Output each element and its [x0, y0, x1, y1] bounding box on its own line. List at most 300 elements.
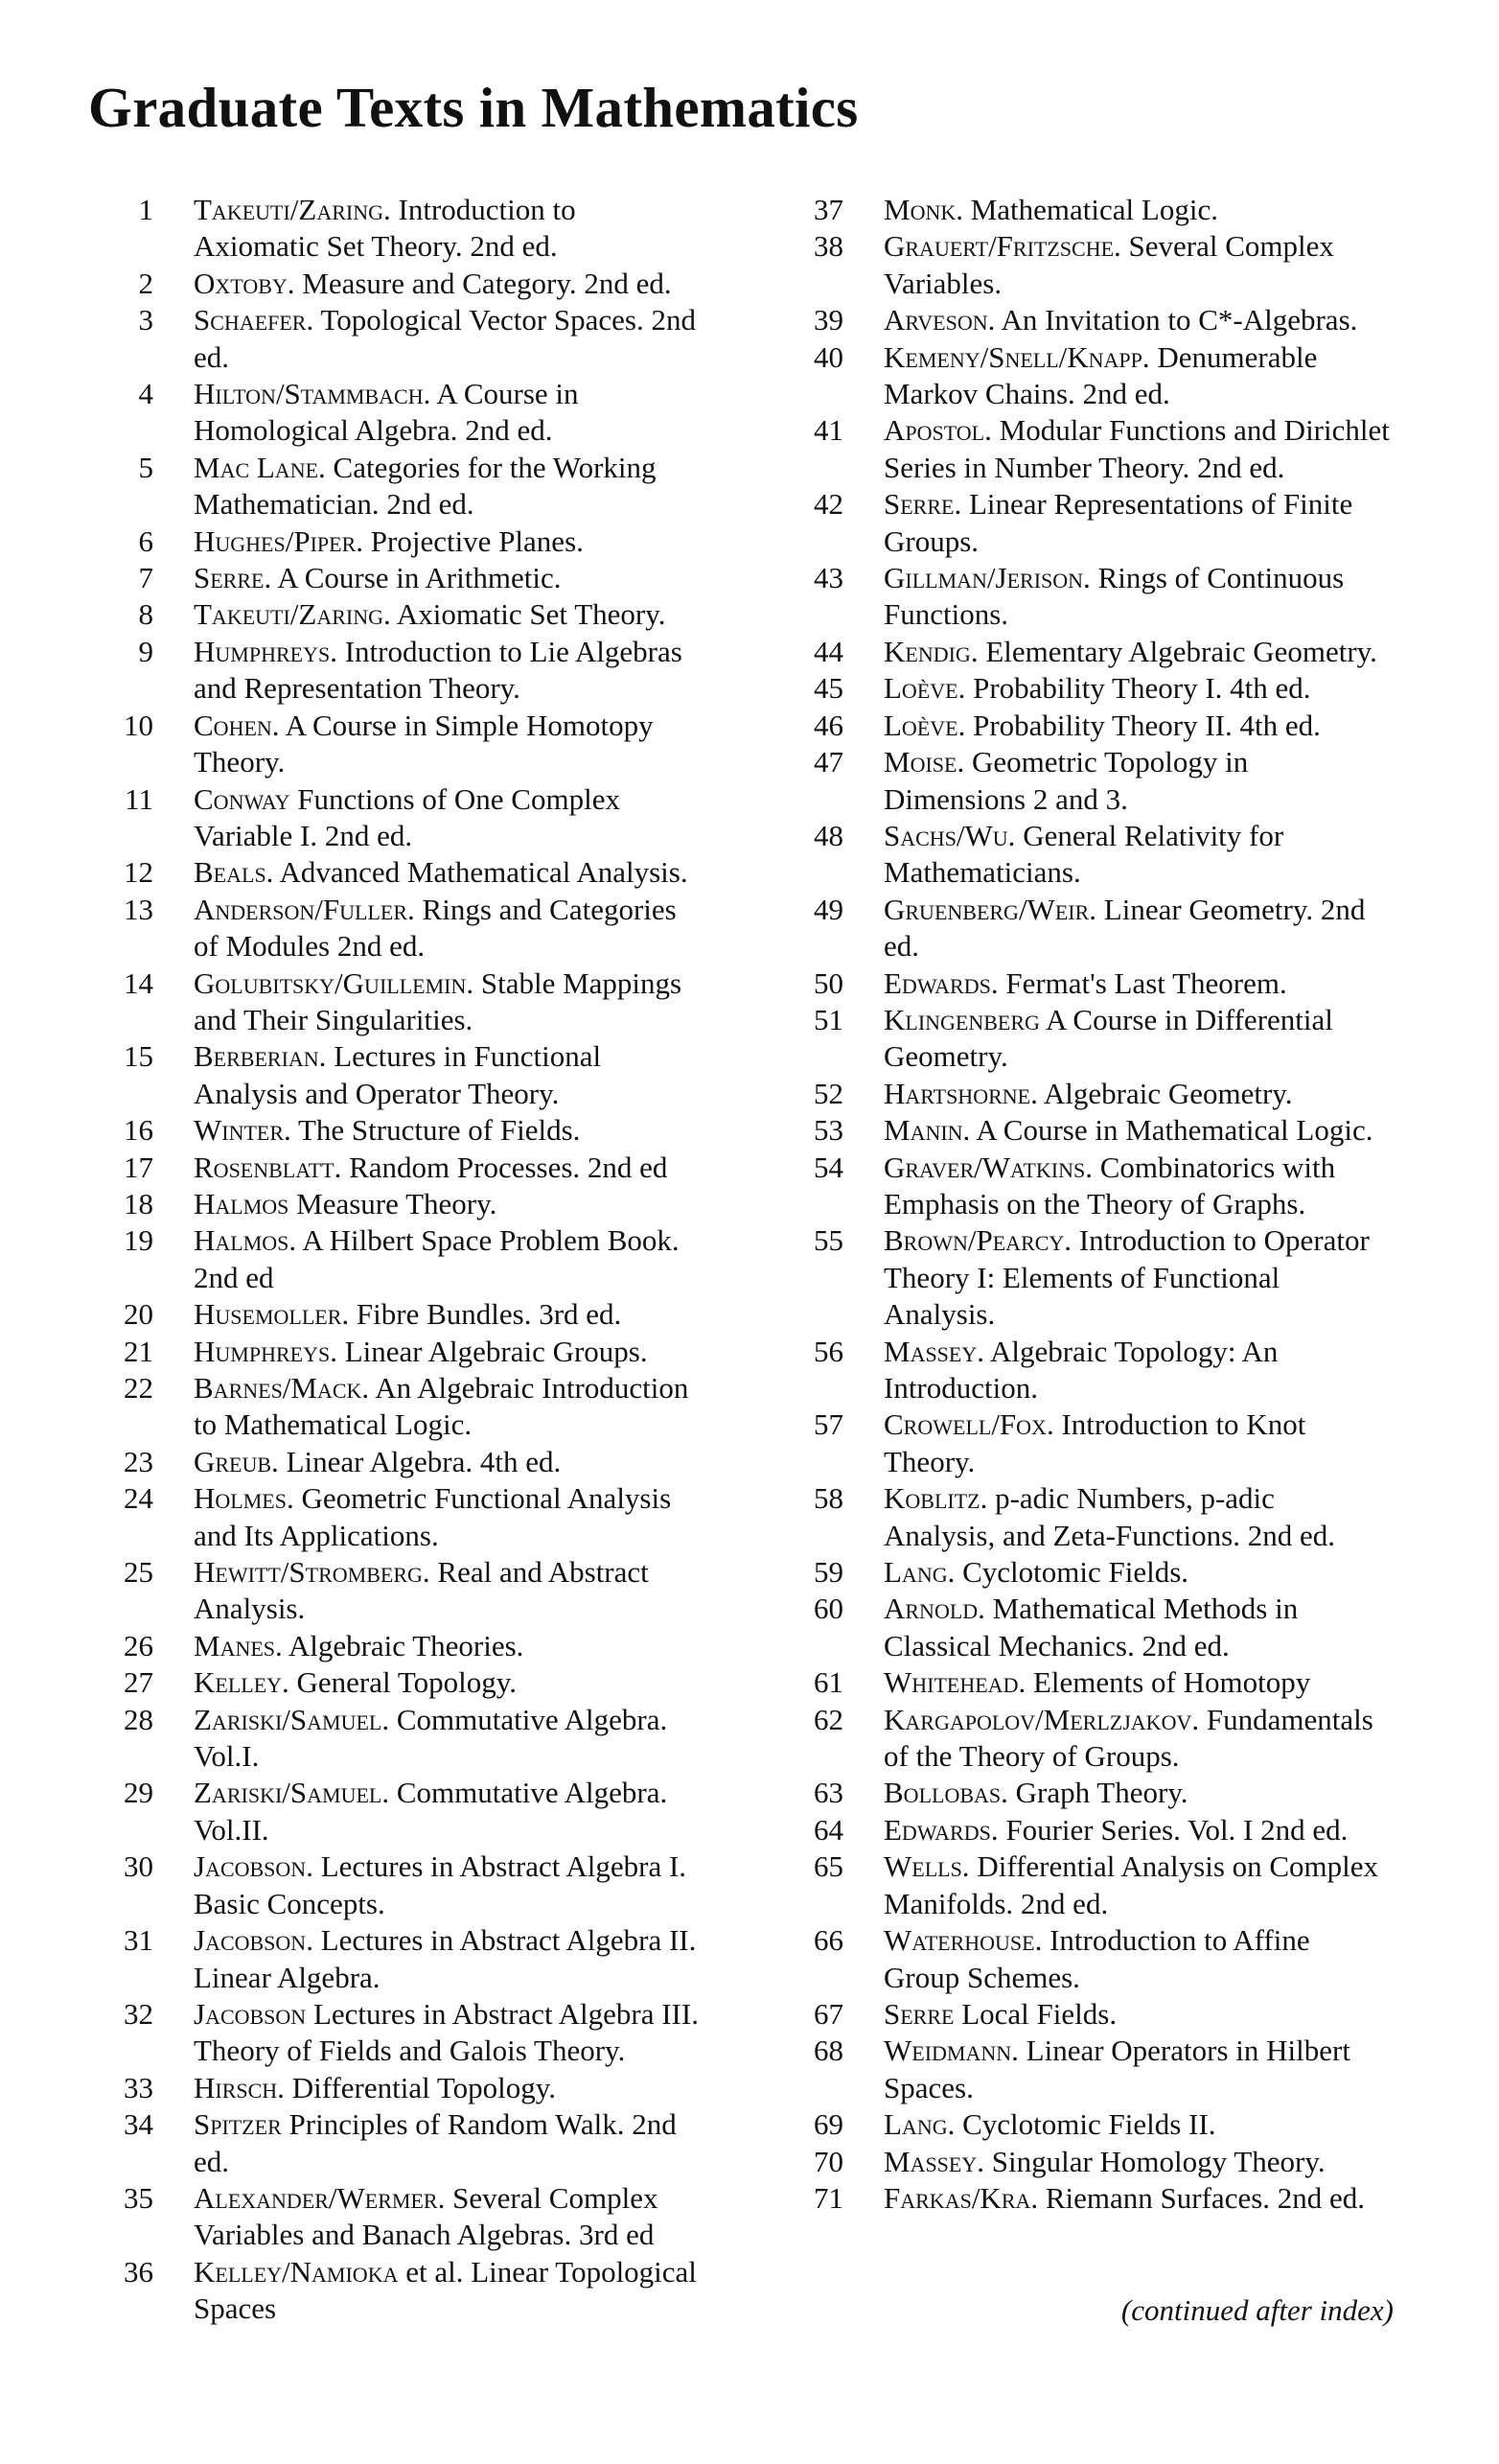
entry-body — [194, 634, 702, 708]
entry-number: 63 — [814, 1776, 843, 1810]
entry-body — [884, 1664, 1392, 1701]
entry-author: Koblitz. — [884, 1481, 988, 1516]
entry-title: A Course in Simple Homotopy Theory. — [194, 708, 654, 779]
entry-number: 60 — [814, 1592, 843, 1626]
entry-author: Zariski/Samuel. — [194, 1702, 390, 1736]
book-entry — [778, 1406, 1392, 1480]
entry-author: Kendig. — [884, 634, 979, 668]
entry-body — [884, 412, 1392, 486]
entry-author: Halmos. — [194, 1223, 297, 1258]
entry-author: Weidmann. — [884, 2034, 1019, 2068]
entry-body — [884, 892, 1392, 965]
entry-number: 10 — [124, 708, 153, 742]
entry-body — [194, 450, 702, 523]
entry-body — [884, 1002, 1392, 1076]
entry-body — [194, 2254, 702, 2328]
entry-number: 54 — [814, 1150, 843, 1184]
book-entry — [778, 2180, 1392, 2217]
book-entry — [778, 634, 1392, 670]
entry-body — [884, 708, 1392, 744]
entry-title: Stable Mappings and Their Singularities. — [194, 965, 682, 1036]
book-entry — [88, 1038, 702, 1112]
entry-body — [194, 1480, 702, 1554]
entry-title: A Hilbert Space Problem Book. 2nd ed — [194, 1223, 680, 1294]
book-entry — [88, 302, 702, 376]
entry-number: 38 — [814, 229, 843, 264]
entry-author: Takeuti/Zaring. — [194, 597, 391, 632]
book-entry — [88, 1554, 702, 1628]
entry-author: Bollobas. — [884, 1776, 1008, 1810]
book-entry — [778, 1664, 1392, 1701]
entry-title: Commutative Algebra. Vol.II. — [194, 1776, 668, 1847]
entry-number: 49 — [814, 892, 843, 926]
entry-title: Random Processes. 2nd ed — [349, 1150, 668, 1184]
entry-number: 11 — [125, 781, 153, 816]
entry-author: Greub. — [194, 1444, 279, 1478]
entry-number: 26 — [124, 1628, 153, 1662]
entry-number: 45 — [814, 671, 843, 706]
book-entry — [778, 486, 1392, 560]
entry-body — [884, 1554, 1392, 1591]
entry-number: 48 — [814, 818, 843, 852]
entry-author: Sachs/Wu. — [884, 818, 1016, 852]
entry-body — [194, 1922, 702, 1996]
entry-body — [194, 1222, 702, 1296]
entry-author: Jacobson. — [194, 1923, 313, 1958]
entry-title: Categories for the Working Mathematician. 2nd ed. — [194, 450, 657, 522]
book-entry — [778, 1480, 1392, 1554]
book-entry — [88, 892, 702, 965]
entry-author: Farkas/Kra. — [884, 2180, 1039, 2215]
entry-author: Zariski/Samuel. — [194, 1776, 390, 1810]
entry-author: Manin. — [884, 1113, 971, 1148]
entry-body — [194, 854, 702, 891]
right-column — [778, 192, 1392, 2217]
entry-number: 12 — [124, 855, 153, 890]
entry-title: Rings of Continuous Functions. — [884, 561, 1345, 632]
entry-title: Singular Homology Theory. — [991, 2144, 1326, 2178]
entry-author: Anderson/Fuller. — [194, 892, 415, 926]
entry-author: Husemoller. — [194, 1297, 350, 1332]
entry-title: Introduction to Knot Theory. — [884, 1407, 1306, 1478]
entry-title: Several Complex Variables. — [884, 229, 1334, 300]
entry-title: Combinatorics with Emphasis on the Theory of Graphs. — [884, 1150, 1336, 1220]
entry-author: Gillman/Jerison. — [884, 561, 1091, 595]
book-entry — [88, 192, 702, 266]
entry-body — [194, 596, 702, 633]
book-entry — [778, 1554, 1392, 1591]
entry-number: 44 — [814, 634, 843, 668]
book-entry — [88, 2180, 702, 2254]
entry-title: Projective Planes. — [370, 523, 584, 558]
book-entry — [88, 560, 702, 596]
entry-title: Linear Algebraic Groups. — [344, 1334, 648, 1368]
entry-number: 5 — [138, 450, 153, 484]
entry-body — [884, 1996, 1392, 2033]
book-entry — [88, 1370, 702, 1444]
entry-number: 52 — [814, 1076, 843, 1110]
book-entry — [778, 1775, 1392, 1811]
entry-number: 16 — [124, 1113, 153, 1148]
entry-number: 51 — [814, 1002, 843, 1036]
entry-number: 42 — [814, 487, 843, 522]
book-entry — [88, 708, 702, 781]
entry-body — [884, 228, 1392, 302]
entry-title: General Topology. — [296, 1665, 517, 1700]
entry-author: Jacobson — [194, 1996, 307, 2031]
entry-body — [194, 1186, 702, 1222]
book-entry — [88, 1222, 702, 1296]
entry-body — [884, 1480, 1392, 1554]
entry-body — [194, 560, 702, 596]
entry-author: Kargapolov/Merlzjakov. — [884, 1702, 1200, 1736]
entry-author: Waterhouse. — [884, 1923, 1043, 1958]
entry-number: 28 — [124, 1702, 153, 1736]
entry-author: Monk. — [884, 193, 963, 226]
entry-body — [884, 1702, 1392, 1776]
entry-body — [194, 892, 702, 965]
entry-title: Differential Analysis on Complex Manifolds. 2nd ed. — [884, 1849, 1379, 1920]
entry-title: Rings and Categories of Modules 2nd ed. — [194, 892, 677, 964]
entry-title: Introduction to Affine Group Schemes. — [884, 1923, 1310, 1994]
entry-author: Serre — [884, 1996, 955, 2031]
entry-body — [884, 965, 1392, 1002]
entry-title: Measure Theory. — [296, 1186, 497, 1220]
entry-title: Linear Representations of Finite Groups. — [884, 487, 1353, 558]
entry-number: 13 — [124, 892, 153, 926]
entry-body — [884, 2144, 1392, 2180]
book-entry — [88, 376, 702, 450]
entry-author: Serre. — [884, 487, 962, 522]
entry-author: Edwards. — [884, 1812, 999, 1847]
book-entry — [778, 892, 1392, 965]
entry-number: 14 — [124, 965, 153, 1000]
book-entry — [88, 1480, 702, 1554]
entry-title: The Structure of Fields. — [297, 1113, 581, 1148]
entry-number: 19 — [124, 1223, 153, 1258]
entry-author: Loève. — [884, 671, 966, 706]
book-entry — [778, 2033, 1392, 2106]
entry-body — [194, 523, 702, 560]
book-entry — [88, 2070, 702, 2106]
entry-number: 70 — [814, 2144, 843, 2178]
book-entry — [88, 1334, 702, 1370]
entry-number: 55 — [814, 1223, 843, 1258]
entry-author: Hirsch. — [194, 2070, 285, 2104]
book-entry — [88, 1444, 702, 1480]
entry-author: Golubitsky/Guillemin. — [194, 965, 474, 1000]
entry-title: Probability Theory I. 4th ed. — [973, 671, 1311, 706]
book-entry — [778, 560, 1392, 634]
entry-number: 15 — [124, 1039, 153, 1074]
book-entry — [88, 1848, 702, 1922]
entry-number: 20 — [124, 1297, 153, 1332]
book-entry — [88, 1996, 702, 2070]
entry-number: 18 — [124, 1186, 153, 1220]
entry-body — [194, 1370, 702, 1444]
entry-title: Real and Abstract Analysis. — [194, 1555, 649, 1626]
entry-body — [884, 1406, 1392, 1480]
entry-title: Modular Functions and Dirichlet Series in Number Theory. 2nd ed. — [884, 413, 1390, 484]
entry-number: 35 — [124, 2180, 153, 2215]
entry-body — [884, 1775, 1392, 1811]
entry-title: Graph Theory. — [1015, 1776, 1188, 1810]
entry-number: 2 — [138, 266, 153, 300]
entry-author: Whitehead. — [884, 1665, 1026, 1700]
entry-author: Hewitt/Stromberg. — [194, 1555, 430, 1590]
entry-title: Introduction to Lie Algebras and Representation Theory. — [194, 634, 682, 706]
entry-number: 37 — [814, 193, 843, 226]
book-entry — [88, 450, 702, 523]
book-entry — [778, 339, 1392, 413]
entry-number: 29 — [124, 1776, 153, 1810]
entry-author: Jacobson. — [194, 1849, 313, 1884]
entry-body — [884, 2033, 1392, 2106]
book-entry — [778, 1222, 1392, 1333]
entry-body — [884, 560, 1392, 634]
entry-title: Axiomatic Set Theory. — [396, 597, 666, 632]
entry-body — [194, 1150, 702, 1186]
entry-author: Graver/Watkins. — [884, 1150, 1093, 1184]
entry-body — [884, 1591, 1392, 1664]
entry-title: Lectures in Abstract Algebra I. Basic Concepts. — [194, 1849, 687, 1920]
entry-number: 41 — [814, 413, 843, 448]
entry-author: Grauert/Fritzsche. — [884, 229, 1121, 264]
entry-number: 34 — [124, 2107, 153, 2142]
entry-body — [884, 1112, 1392, 1149]
book-entry — [778, 1334, 1392, 1407]
entry-author: Barnes/Mack. — [194, 1371, 370, 1405]
entry-author: Kelley. — [194, 1665, 289, 1700]
book-entry — [88, 854, 702, 891]
entry-number: 4 — [138, 377, 153, 411]
entry-author: Wells. — [884, 1849, 970, 1884]
entry-title: Fibre Bundles. 3rd ed. — [356, 1297, 622, 1332]
book-entry — [88, 1186, 702, 1222]
entry-title: Riemann Surfaces. 2nd ed. — [1045, 2180, 1366, 2215]
entry-body — [884, 302, 1392, 338]
entry-number: 71 — [814, 2180, 843, 2215]
entry-body — [194, 708, 702, 781]
book-entry — [88, 2106, 702, 2180]
entry-author: Crowell/Fox. — [884, 1407, 1054, 1442]
entry-title: Probability Theory II. 4th ed. — [973, 708, 1321, 742]
book-entry — [88, 1702, 702, 1776]
book-entry — [778, 1002, 1392, 1076]
entry-number: 24 — [124, 1481, 153, 1516]
book-entry — [778, 965, 1392, 1002]
entry-title: Fundamentals of the Theory of Groups. — [884, 1702, 1373, 1774]
entry-body — [884, 1150, 1392, 1223]
entry-author: Kemeny/Snell/Knapp. — [884, 339, 1150, 374]
entry-author: Mac Lane. — [194, 450, 326, 484]
entry-author: Arveson. — [884, 303, 996, 337]
entry-body — [194, 781, 702, 855]
entry-title: Algebraic Theories. — [288, 1628, 524, 1662]
entry-author: Hughes/Piper. — [194, 523, 364, 558]
entry-author: Massey. — [884, 1334, 984, 1368]
entry-number: 62 — [814, 1702, 843, 1736]
entry-body — [194, 1664, 702, 1701]
book-entry — [88, 1296, 702, 1333]
entry-title: A Course in Arithmetic. — [277, 561, 562, 595]
book-entry — [778, 744, 1392, 818]
entry-title: An Algebraic Introduction to Mathematical Logic. — [194, 1371, 689, 1442]
entry-author: Gruenberg/Weir. — [884, 892, 1097, 926]
entry-title: Differential Topology. — [291, 2070, 557, 2104]
entry-author: Cohen. — [194, 708, 280, 742]
entry-title: Advanced Mathematical Analysis. — [279, 855, 688, 890]
entry-author: Humphreys. — [194, 1334, 337, 1368]
book-entry — [88, 2254, 702, 2328]
book-entry — [88, 1664, 702, 1701]
entry-title: Elementary Algebraic Geometry. — [985, 634, 1377, 668]
entry-body — [884, 1848, 1392, 1922]
entry-author: Apostol. — [884, 413, 992, 448]
entry-title: Functions of One Complex Variable I. 2nd ed. — [194, 781, 620, 852]
entry-body — [194, 1848, 702, 1922]
entry-body — [194, 302, 702, 376]
entry-body — [884, 818, 1392, 892]
entry-body — [884, 1812, 1392, 1848]
entry-author: Alexander/Wermer. — [194, 2180, 446, 2215]
entry-author: Manes. — [194, 1628, 283, 1662]
entry-body — [194, 1775, 702, 1848]
book-entry — [88, 596, 702, 633]
entry-title: Linear Operators in Hilbert Spaces. — [884, 2034, 1350, 2104]
book-entry — [88, 1150, 702, 1186]
entry-number: 1 — [138, 193, 153, 226]
book-entry — [88, 634, 702, 708]
book-entry — [88, 1112, 702, 1149]
entry-author: Loève. — [884, 708, 966, 742]
entry-author: Takeuti/Zaring. — [194, 193, 391, 226]
book-entry — [778, 1702, 1392, 1776]
entry-title: Topological Vector Spaces. 2nd ed. — [194, 303, 696, 374]
entry-number: 61 — [814, 1665, 843, 1700]
entry-number: 47 — [814, 745, 843, 779]
entry-body — [194, 2070, 702, 2106]
entry-number: 30 — [124, 1849, 153, 1884]
entry-body — [884, 1222, 1392, 1333]
entry-author: Lang. — [884, 2107, 956, 2142]
entry-author: Halmos — [194, 1186, 289, 1220]
entry-author: Serre. — [194, 561, 272, 595]
entry-title: Commutative Algebra. Vol.I. — [194, 1702, 668, 1774]
entry-number: 3 — [138, 303, 153, 337]
entry-author: Massey. — [884, 2144, 984, 2178]
book-entry — [778, 670, 1392, 707]
entry-author: Winter. — [194, 1113, 291, 1148]
entry-number: 69 — [814, 2107, 843, 2142]
entry-number: 27 — [124, 1665, 153, 1700]
entry-number: 56 — [814, 1334, 843, 1368]
entry-number: 57 — [814, 1407, 843, 1442]
entry-author: Arnold. — [884, 1592, 985, 1626]
entry-body — [194, 1112, 702, 1149]
entry-title: Measure and Category. 2nd ed. — [302, 266, 672, 300]
entry-body — [194, 2180, 702, 2254]
entry-author: Kelley/Namioka — [194, 2254, 399, 2289]
book-entry — [778, 1812, 1392, 1848]
entry-body — [884, 1922, 1392, 1996]
book-entry — [778, 1591, 1392, 1664]
entry-body — [194, 1444, 702, 1480]
book-entry — [778, 1076, 1392, 1112]
entry-body — [194, 266, 702, 302]
entry-title: Linear Geometry. 2nd ed. — [884, 892, 1366, 964]
entry-body — [194, 1702, 702, 1776]
entry-number: 40 — [814, 339, 843, 374]
entry-body — [884, 486, 1392, 560]
entry-body — [884, 1076, 1392, 1112]
entry-number: 36 — [124, 2254, 153, 2289]
entry-body — [884, 1334, 1392, 1407]
book-entry — [778, 302, 1392, 338]
book-entry — [778, 1922, 1392, 1996]
entry-number: 64 — [814, 1812, 843, 1847]
entry-body — [884, 2180, 1392, 2217]
entry-author: Schaefer. — [194, 303, 314, 337]
entry-body — [884, 670, 1392, 707]
entry-author: Oxtoby. — [194, 266, 295, 300]
entry-number: 68 — [814, 2034, 843, 2068]
page-title: Graduate Texts in Mathematics — [88, 76, 859, 139]
entry-title: Mathematical Methods in Classical Mechanics. 2nd ed. — [884, 1592, 1299, 1662]
entry-author: Holmes. — [194, 1481, 294, 1516]
book-entry — [88, 781, 702, 855]
entry-title: Local Fields. — [961, 1996, 1118, 2031]
entry-title: Algebraic Topology: An Introduction. — [884, 1334, 1279, 1405]
book-entry — [778, 1112, 1392, 1149]
entry-title: A Course in Differential Geometry. — [884, 1002, 1333, 1074]
entry-body — [884, 192, 1392, 228]
entry-body — [884, 634, 1392, 670]
entry-number: 23 — [124, 1444, 153, 1478]
entry-number: 32 — [124, 1996, 153, 2031]
entry-title: Algebraic Geometry. — [1043, 1076, 1293, 1110]
left-column — [88, 192, 702, 2328]
entry-author: Conway — [194, 781, 290, 816]
entry-body — [884, 744, 1392, 818]
entry-body — [884, 2106, 1392, 2143]
entry-number: 31 — [124, 1923, 153, 1958]
book-entry — [778, 412, 1392, 486]
entry-author: Edwards. — [884, 965, 999, 1000]
book-entry — [778, 228, 1392, 302]
entry-title: Cyclotomic Fields. — [962, 1555, 1189, 1590]
book-entry — [88, 965, 702, 1039]
entry-number: 25 — [124, 1555, 153, 1590]
entry-number: 21 — [124, 1334, 153, 1368]
entry-author: Humphreys. — [194, 634, 337, 668]
entry-number: 33 — [124, 2070, 153, 2104]
entry-title: Denumerable Markov Chains. 2nd ed. — [884, 339, 1318, 411]
entry-author: Berberian. — [194, 1039, 327, 1074]
entry-author: Hilton/Stammbach. — [194, 377, 431, 411]
book-entry — [778, 2106, 1392, 2143]
entry-title: Introduction to Operator Theory I: Elements of Functional Analysis. — [884, 1223, 1370, 1332]
entry-title: Elements of Homotopy — [1032, 1665, 1311, 1700]
book-entry — [778, 2144, 1392, 2180]
entry-number: 8 — [138, 597, 153, 632]
book-entry — [778, 708, 1392, 744]
book-entry — [88, 266, 702, 302]
entry-body — [194, 2106, 702, 2180]
book-entry — [778, 1996, 1392, 2033]
entry-author: Lang. — [884, 1555, 956, 1590]
book-entry — [778, 1848, 1392, 1922]
